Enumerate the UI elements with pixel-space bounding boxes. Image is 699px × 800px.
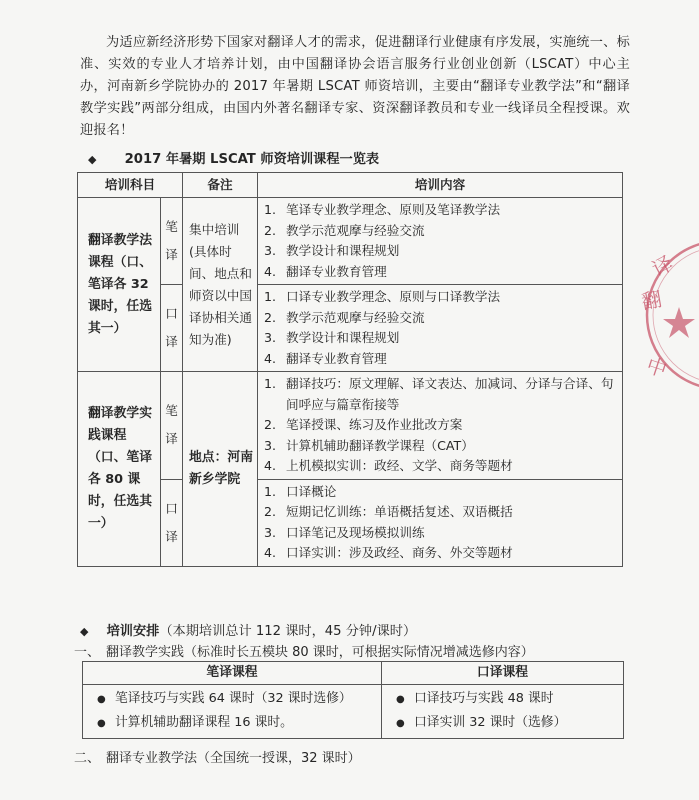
arrangement-item-index: 一、	[74, 645, 101, 660]
course1-oral-mode: 口译	[161, 285, 183, 372]
list-item: ● 笔译技巧与实践 64 课时（32 课时选修）	[83, 687, 381, 711]
table-header-row	[78, 173, 623, 198]
schedule-written-column	[83, 662, 382, 738]
course2-written-content	[258, 372, 623, 480]
list-item: ● 口译实训 32 课时（选修）	[382, 711, 623, 735]
arrangement-item-1	[74, 641, 534, 660]
list-item: 3. 口译笔记及现场模拟训练	[264, 524, 425, 540]
list-item: 1. 翻译技巧：原文理解、译文表达、加减词、分译与合译、句间呼应与篇章衔接等	[264, 376, 614, 412]
course1-remark: 集中培训(具体时间、地点和师资以中国译协相关通知为准)	[183, 198, 258, 372]
header-remark: 备注	[183, 173, 258, 198]
course1-subject: 翻译教学法课程（口、笔译各 32 课时，任选其一）	[78, 198, 161, 372]
diamond-bullet-icon: ◆	[80, 625, 89, 638]
course1-written-content	[258, 198, 623, 285]
header-subject: 培训科目	[78, 173, 183, 198]
intro-paragraph: 为适应新经济形势下国家对翻译人才的需求，促进翻译行业健康有序发展，实施统一、标准、实效的专业人才培养计划，由中国翻译协会语言服务行业创业创新（LSCAT）中心主办，河南新乡学院协办的 2017 年暑期 LSCAT 师资培训，主要由“翻译专业教学法”和“翻译教学实践”两部分组成，由国内外著名翻译专家、资深翻译教员和专业一线译员全程授课。欢迎报名！	[80, 35, 630, 138]
seal-char-2: 翻	[639, 286, 664, 314]
arrangement-item-2	[74, 747, 361, 766]
list-item: ● 计算机辅助翻译课程 16 课时。	[83, 711, 381, 735]
list-item: 4. 翻译专业教育管理	[264, 350, 387, 366]
list-item: 3. 计算机辅助翻译教学课程（CAT）	[264, 437, 474, 453]
course-table	[77, 172, 623, 567]
seal-stamp	[629, 235, 699, 395]
seal-char-3: 中	[643, 352, 670, 382]
course2-remark: 地点：河南新乡学院	[183, 372, 258, 567]
dot-bullet-icon: ●	[396, 718, 405, 729]
diamond-bullet-icon: ◆	[88, 153, 97, 166]
table-section-heading	[88, 148, 379, 167]
table-title: 2017 年暑期 LSCAT 师资培训课程一览表	[124, 152, 380, 167]
list-item: 3. 教学设计和课程规划	[264, 243, 400, 258]
dot-bullet-icon: ●	[97, 718, 106, 729]
list-item: 1. 口译概论	[264, 483, 337, 499]
seal-char-1: 译	[648, 250, 678, 282]
schedule-table	[82, 661, 624, 739]
dot-bullet-icon: ●	[97, 694, 106, 705]
list-item: 2. 教学示范观摩与经验交流	[264, 222, 425, 238]
course1-oral-content	[258, 285, 623, 372]
arrangement-note: （本期培训总计 112 课时，45 分钟/课时）	[159, 624, 417, 639]
course2-written-mode: 笔译	[161, 372, 183, 480]
schedule-oral-column	[382, 662, 623, 738]
list-item: 2. 短期记忆训练：单语概括复述、双语概括	[264, 504, 513, 519]
header-content: 培训内容	[258, 173, 623, 198]
list-item: 3. 教学设计和课程规划	[264, 330, 400, 345]
list-item: 2. 教学示范观摩与经验交流	[264, 309, 425, 325]
arrangement-title: 培训安排	[106, 624, 160, 639]
arrangement-heading	[80, 620, 416, 639]
list-item: 4. 上机模拟实训：政经、文学、商务等题材	[264, 458, 513, 473]
list-item: 2. 笔译授课、练习及作业批改方案	[264, 417, 463, 432]
seal-stamp-icon	[629, 235, 699, 395]
arrangement-item-index: 二、	[74, 751, 101, 766]
table-row	[78, 372, 623, 480]
course2-oral-content	[258, 479, 623, 566]
list-item: 4. 翻译专业教育管理	[264, 263, 387, 279]
course-table-wrapper	[77, 172, 623, 567]
table-row	[78, 198, 623, 285]
dot-bullet-icon: ●	[396, 694, 405, 705]
course2-oral-mode: 口译	[161, 479, 183, 566]
course1-written-mode: 笔译	[161, 198, 183, 285]
schedule-written-title: 笔译课程	[83, 662, 381, 685]
list-item: 1. 笔译专业教学理念、原则及笔译教学法	[264, 202, 501, 217]
course2-subject: 翻译教学实践课程（口、笔译各 80 课时，任选其一）	[78, 372, 161, 567]
list-item: 1. 口译专业教学理念、原则与口译教学法	[264, 289, 501, 304]
list-item: 4. 口译实训：涉及政经、商务、外交等题材	[264, 545, 513, 560]
arrangement-item-text: 翻译专业教学法（全国统一授课，32 课时）	[106, 751, 361, 766]
arrangement-item-text: 翻译教学实践（标准时长五模块 80 课时，可根据实际情况增减选修内容）	[106, 645, 534, 660]
list-item: ● 口译技巧与实践 48 课时	[382, 687, 623, 711]
schedule-oral-title: 口译课程	[382, 662, 623, 685]
